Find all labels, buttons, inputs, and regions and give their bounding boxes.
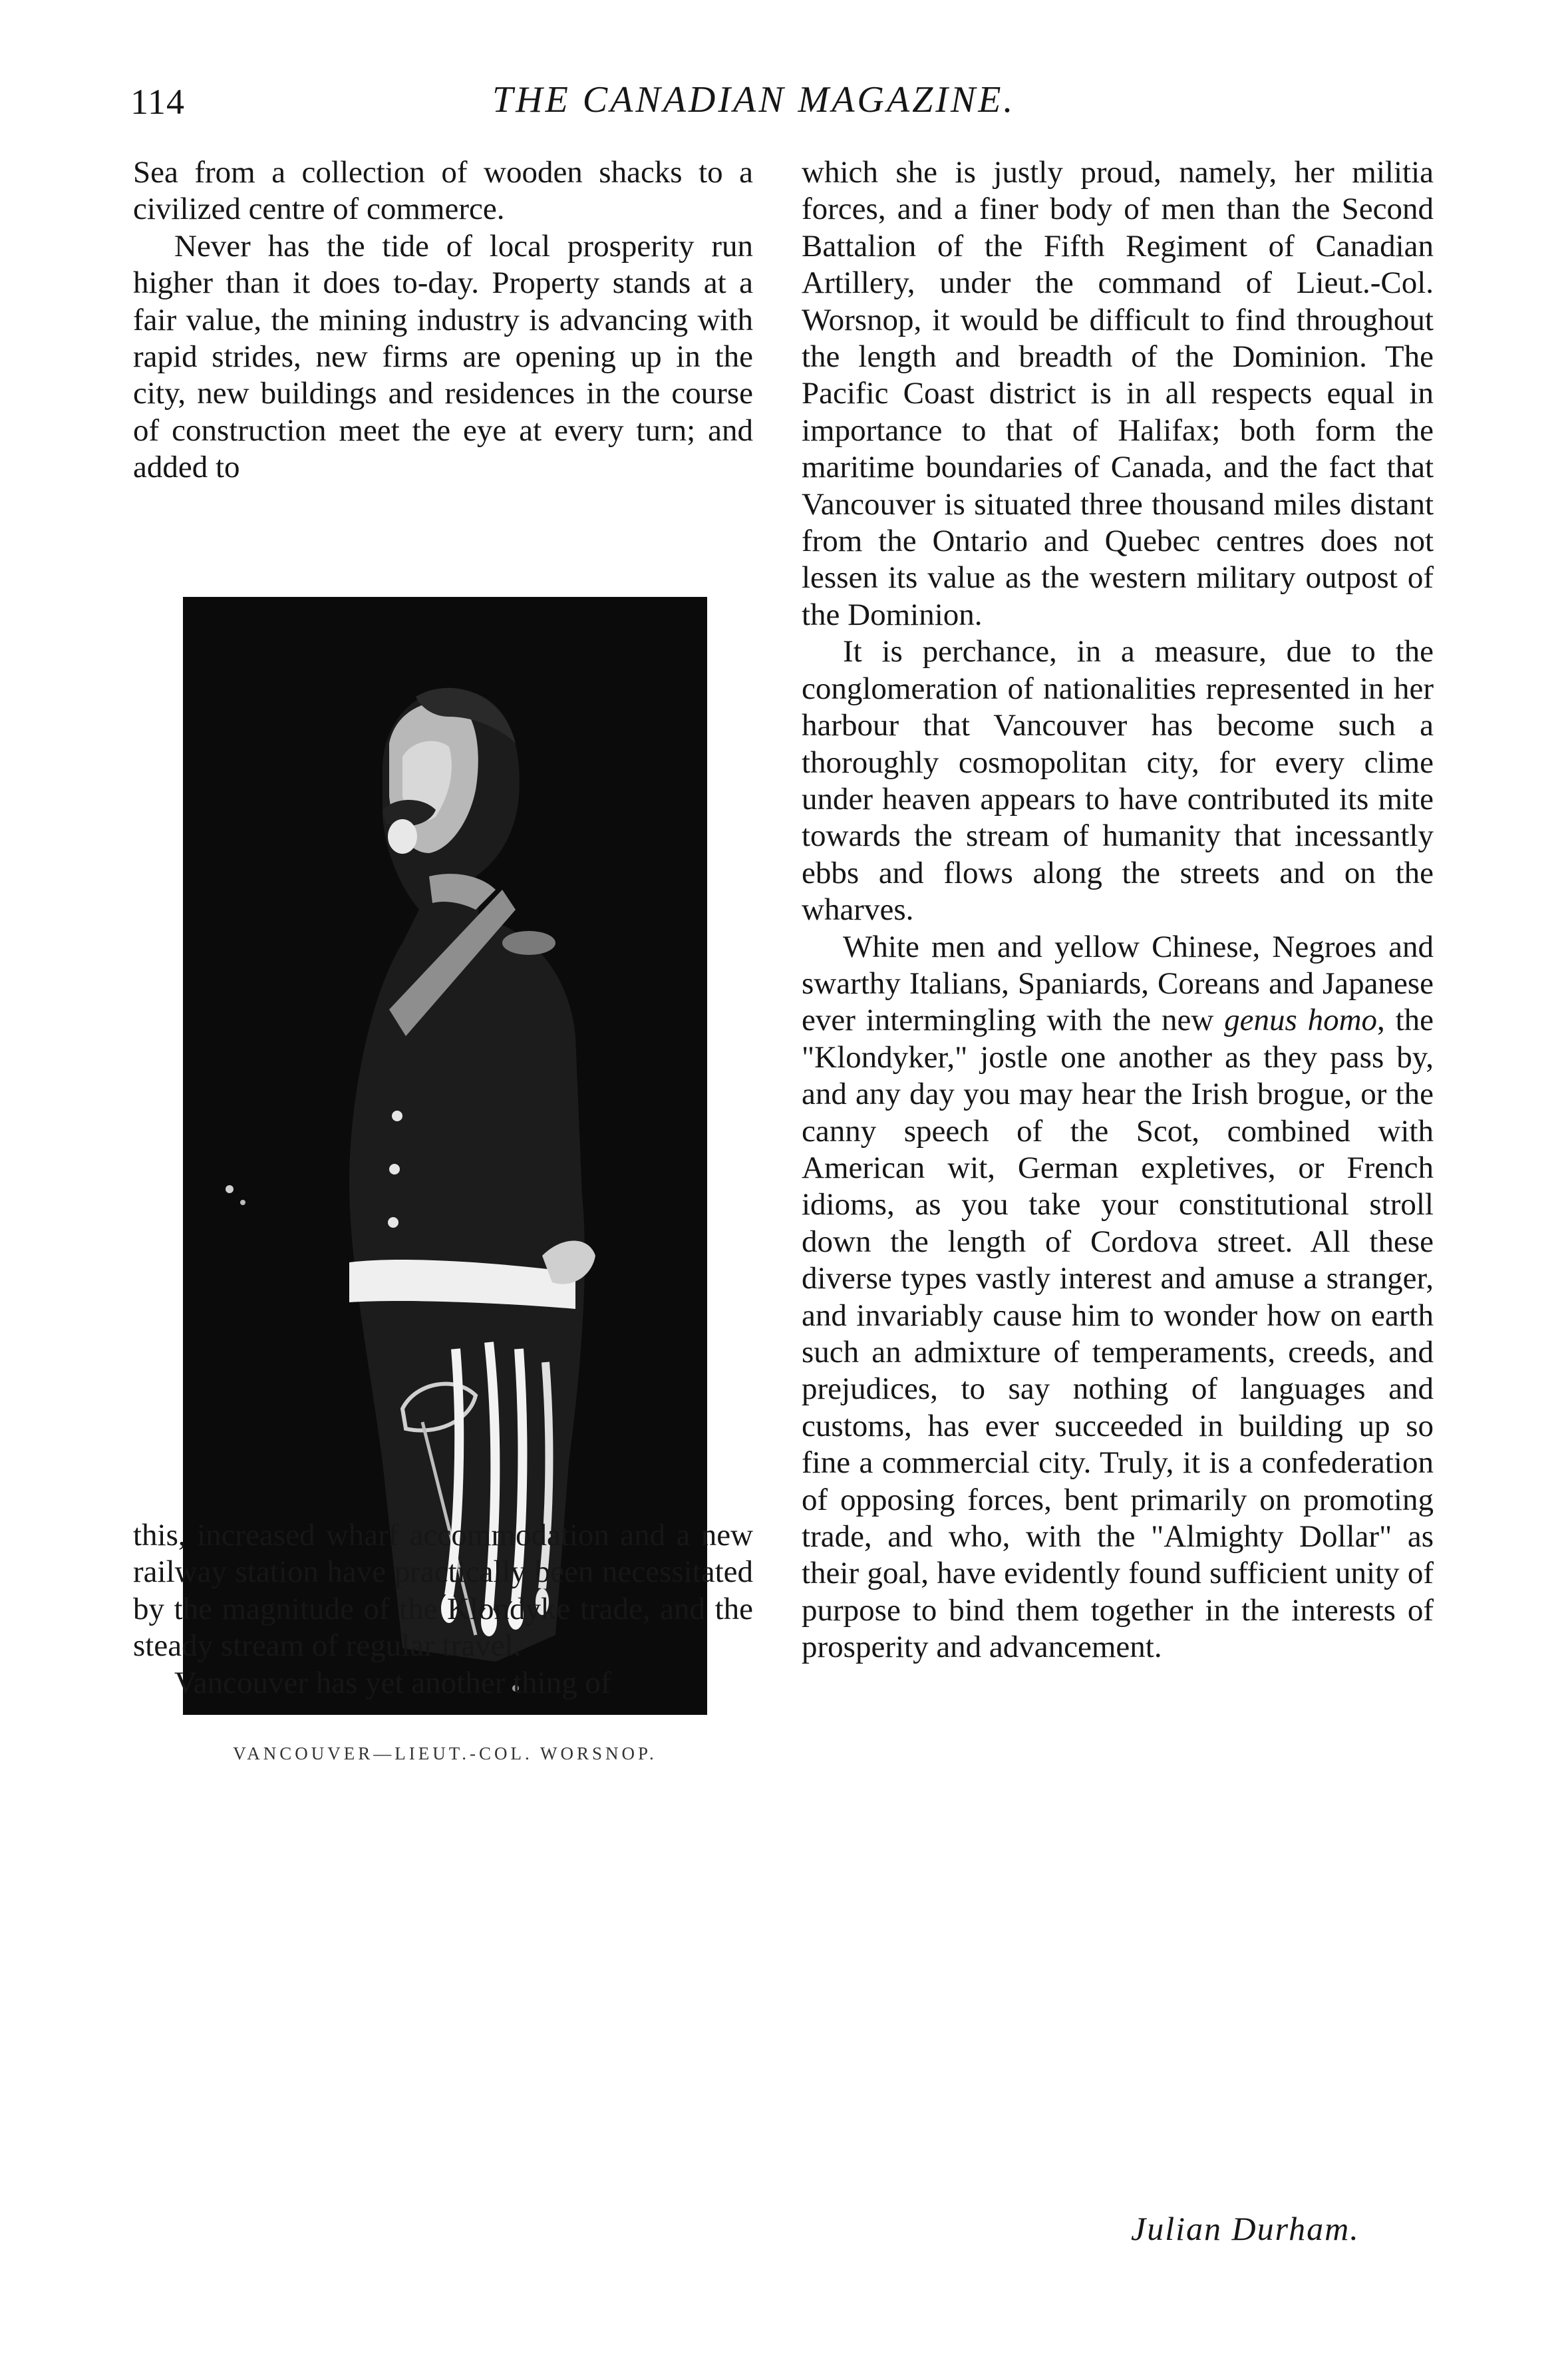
text-run: White men and yellow Chinese, Negroes and swarthy Italians, Spaniards, Coreans and Japanese ever intermingling with the new: [802, 929, 1434, 1038]
photo-caption: VANCOUVER—LIEUT.-COL. WORSNOP.: [233, 1743, 657, 1763]
left-column-bottom: [133, 1517, 753, 1702]
paragraph: Sea from a collection of wooden shacks to a civilized centre of commerce.: [133, 155, 753, 227]
left-column-top: [133, 154, 753, 486]
paragraph: Never has the tide of local prosperity run higher than it does to-day. Property stands at a fair value, the mining industry is advancing with rapid strides, new firms are opening up in the city, new buildings and residences in the course of construction meet the eye at every turn; and added to: [133, 228, 753, 485]
paragraph: Vancouver has yet another thing of: [174, 1665, 611, 1700]
right-column: [802, 154, 1434, 1666]
paragraph: It is perchance, in a measure, due to the conglomeration of nationalities represented in her harbour that Vancouver has become such a thoroughly cosmopolitan city, for every clime under heaven appears to have contributed its mite towards the stream of humanity that incessantly ebbs and flows along the streets and on the wharves.: [802, 634, 1434, 928]
text-run: , the "Klondyker," jostle one another as they pass by, and any day you may hear the Irish brogue, or the canny speech of the Scot, combined with American wit, German expletives, or French idioms, as you take your constitutional stroll down the length of Cordova street. All these diverse types vastly interest and amuse a stranger, and invariably cause him to wonder how on earth such an admixture of temperaments, creeds, and prejudices, to say nothing of languages and customs, has ever succeeded in building up so fine a commercial city. Truly, it is a confederation of opposing forces, bent primarily on promoting trade, and who, with the "Almighty Dollar" as their goal, have evidently found sufficient unity of purpose to bind them together in the interests of prosperity and advancement.: [802, 1003, 1434, 1665]
paragraph: which she is justly proud, namely, her militia forces, and a finer body of men than the Second Battalion of the Fifth Regiment of Canadian Artillery, under the command of Lieut.-Col. Worsnop, it would be difficult to find throughout the length and breadth of the Dominion. The Pacific Coast district is in all respects equal in importance to that of Halifax; both form the maritime boundaries of Canada, and the fact that Vancouver is situated three thousand miles distant from the Ontario and Quebec centres does not lessen its value as the western military outpost of the Dominion.: [802, 155, 1434, 632]
italic-phrase: genus homo: [1224, 1003, 1378, 1038]
paragraph: [802, 929, 1434, 1666]
paragraph: this, increased wharf accommodation and a new railway station have practically been necessitated by the magnitude of the Klondyke trade, and the steady stream of regular travel.: [133, 1518, 753, 1664]
running-title: THE CANADIAN MAGAZINE.: [492, 79, 1016, 120]
author-signature: Julian Durham.: [1131, 2210, 1360, 2247]
page-number: 114: [130, 82, 185, 122]
